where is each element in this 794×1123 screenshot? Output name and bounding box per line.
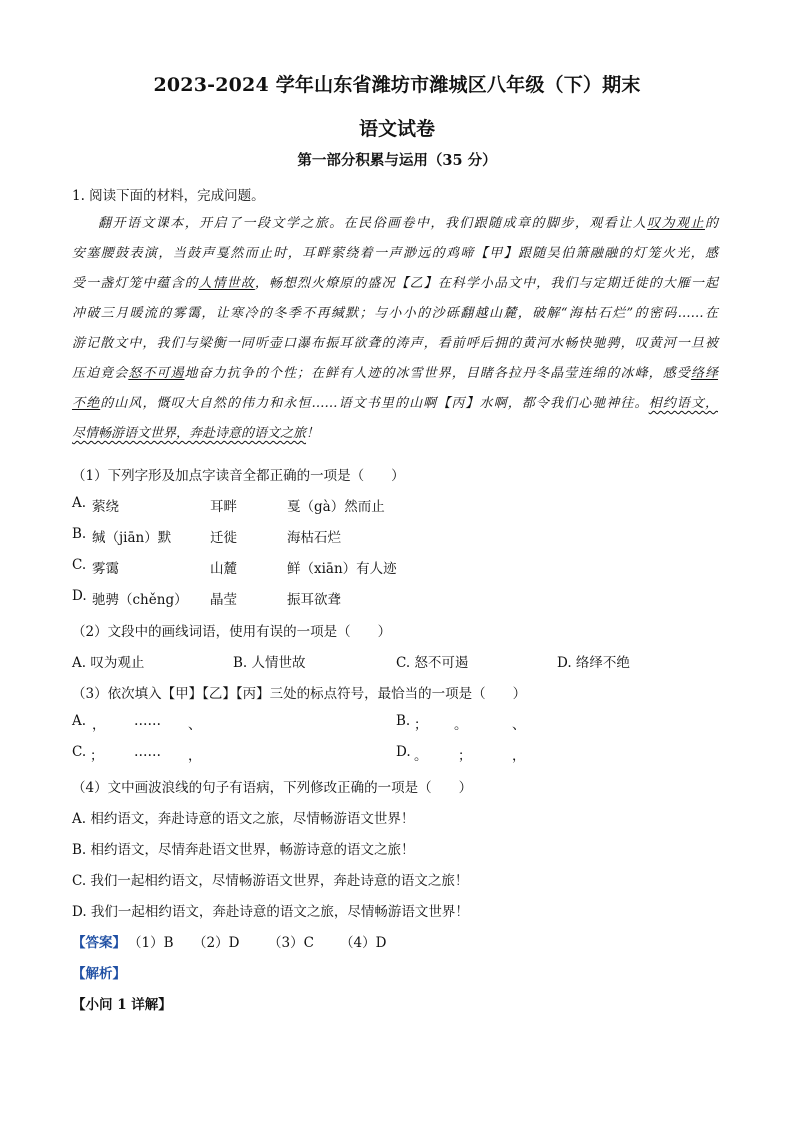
sub-question-3-stem: （3）依次填入【甲】【乙】【丙】三处的标点符号，最恰当的一项是（ ） (72, 686, 527, 702)
answer-item-1: （1）B (128, 935, 174, 951)
exam-subtitle: 语文试卷 (358, 118, 435, 140)
sub-question-2-stem: （2）文段中的画线词语，使用有误的一项是（ ） (72, 624, 392, 640)
passage-line-1: 翻开语文课本，开启了一段文学之旅。在民俗画卷中，我们跟随成章的脚步，观看让人叹为观止的 (98, 216, 718, 231)
sub-question-1-stem: （1）下列字形及加点字读音全都正确的一项是（ ） (72, 468, 405, 484)
sub1-option-c-c1: 雾霭 (92, 561, 119, 577)
answer-label: 【答案】 (72, 935, 126, 951)
sub4-option-c: C. 我们一起相约语文，尽情畅游语文世界，奔赴诗意的语文之旅！ (72, 873, 469, 889)
passage-line-7: 不绝的山风，慨叹大自然的伟力和永恒……语文书里的山啊【丙】水啊，都令我们心驰神往。相约语文， (72, 396, 718, 411)
detail-label: 【小问 1 详解】 (72, 997, 172, 1013)
sub3-option-a-p1: ， (92, 717, 106, 733)
wavy-sentence-part-1: 相约语文， (648, 396, 718, 411)
passage-line-2: 安塞腰鼓表演，当鼓声戛然而止时，耳畔萦绕着一声渺远的鸡啼【甲】跟随吴伯箫融融的灯笼火光，感 (72, 246, 718, 261)
passage-line-4: 冲破三月暖流的雾霭，让寒冷的冬季不再缄默；与小小的沙砾翻越山麓，破解“海枯石烂”的密码……在 (72, 306, 718, 321)
sub4-option-d: D. 我们一起相约语文，奔赴诗意的语文之旅，尽情畅游语文世界！ (72, 904, 469, 920)
underlined-term-3: 怒不可遏 (128, 366, 185, 381)
sub1-option-a-c2: 耳畔 (210, 499, 237, 515)
sub3-option-d-label: D. (396, 744, 411, 760)
underlined-term-1: 叹为观止 (647, 216, 705, 231)
sub2-option-a: A. 叹为观止 (72, 655, 145, 671)
sub1-option-c-c2: 山麓 (210, 561, 237, 577)
sub3-option-a-p2: …… (134, 713, 161, 729)
answer-item-4: （4）D (340, 935, 387, 951)
sub1-option-b-c1: 缄（jiān）默 (92, 530, 172, 546)
sub4-option-b: B. 相约语文，尽情奔赴语文世界，畅游诗意的语文之旅！ (72, 842, 415, 858)
sub4-option-a: A. 相约语文，奔赴诗意的语文之旅，尽情畅游语文世界！ (72, 811, 415, 827)
sub1-option-d-c2: 晶莹 (210, 592, 237, 608)
sub3-option-c-p2: …… (134, 744, 161, 760)
sub1-option-c-label: C. (72, 557, 87, 573)
sub3-option-a-p3: 、 (188, 717, 202, 733)
sub2-option-b: B. 人情世故 (233, 655, 306, 671)
sub1-option-b-label: B. (72, 526, 87, 542)
sub3-option-d-p2: ； (458, 748, 472, 764)
sub3-option-b-p2: 。 (454, 717, 468, 733)
sub1-option-b-c2: 迁徙 (210, 530, 237, 546)
sub1-option-a-label: A. (72, 495, 87, 511)
passage-line-8: 尽情畅游语文世界，奔赴诗意的语文之旅！ (72, 426, 320, 441)
sub1-option-b-c3: 海枯石烂 (287, 530, 341, 546)
wavy-sentence-part-2: 尽情畅游语文世界，奔赴诗意的语文之旅 (72, 426, 307, 441)
answer-item-3: （3）C (268, 935, 314, 951)
sub3-option-a-label: A. (72, 713, 87, 729)
sub3-option-b-label: B. (396, 713, 411, 729)
sub3-option-b-p1: ； (414, 717, 428, 733)
sub3-option-c-label: C. (72, 744, 87, 760)
sub3-option-d-p1: 。 (414, 748, 428, 764)
underlined-term-2: 人情世故 (198, 276, 255, 291)
underlined-term-4b: 不绝 (72, 396, 101, 411)
passage-line-6: 压迫竟会怒不可遏地奋力抗争的个性；在鲜有人迹的冰雪世界，目睹各拉丹冬晶莹连绵的冰峰，感受络绎 (72, 366, 718, 381)
sub3-option-b-p3: 、 (512, 717, 526, 733)
sub1-option-c-c3: 鲜（xiān）有人迹 (287, 561, 397, 577)
sub-question-4-stem: （4）文中画波浪线的句子有语病，下列修改正确的一项是（ ） (72, 780, 473, 796)
analysis-label: 【解析】 (72, 966, 126, 982)
passage-line-3: 受一盏灯笼中蕴含的人情世故，畅想烈火燎原的盛况【乙】在科学小品文中，我们与定期迁徙的大雁一起 (72, 276, 718, 291)
exam-title: 2023-2024 学年山东省潍坊市潍城区八年级（下）期末 (153, 74, 641, 96)
underlined-term-4a: 络绎 (690, 366, 718, 381)
sub2-option-d: D. 络绎不绝 (557, 655, 630, 671)
answer-item-2: （2）D (193, 935, 240, 951)
sub3-option-d-p3: ， (512, 748, 526, 764)
section-title: 第一部分积累与运用（35 分） (297, 152, 497, 169)
sub1-option-a-c1: 萦绕 (92, 499, 119, 515)
sub2-option-c: C. 怒不可遏 (396, 655, 469, 671)
sub1-option-a-c3: 戛（gà）然而止 (287, 499, 385, 515)
sub3-option-c-p1: ； (90, 748, 104, 764)
sub1-option-d-c1: 驰骋（chěng） (92, 592, 188, 608)
sub1-option-d-label: D. (72, 588, 87, 604)
sub1-option-d-c3: 振耳欲聋 (287, 592, 341, 608)
question-1-prompt: 1. 阅读下面的材料，完成问题。 (72, 188, 265, 204)
passage-line-5: 游记散文中，我们与梁衡一同听壶口瀑布振耳欲聋的涛声，看前呼后拥的黄河水畅快驰骋，叹黄河一旦被 (72, 336, 718, 351)
sub3-option-c-p3: ， (188, 748, 202, 764)
